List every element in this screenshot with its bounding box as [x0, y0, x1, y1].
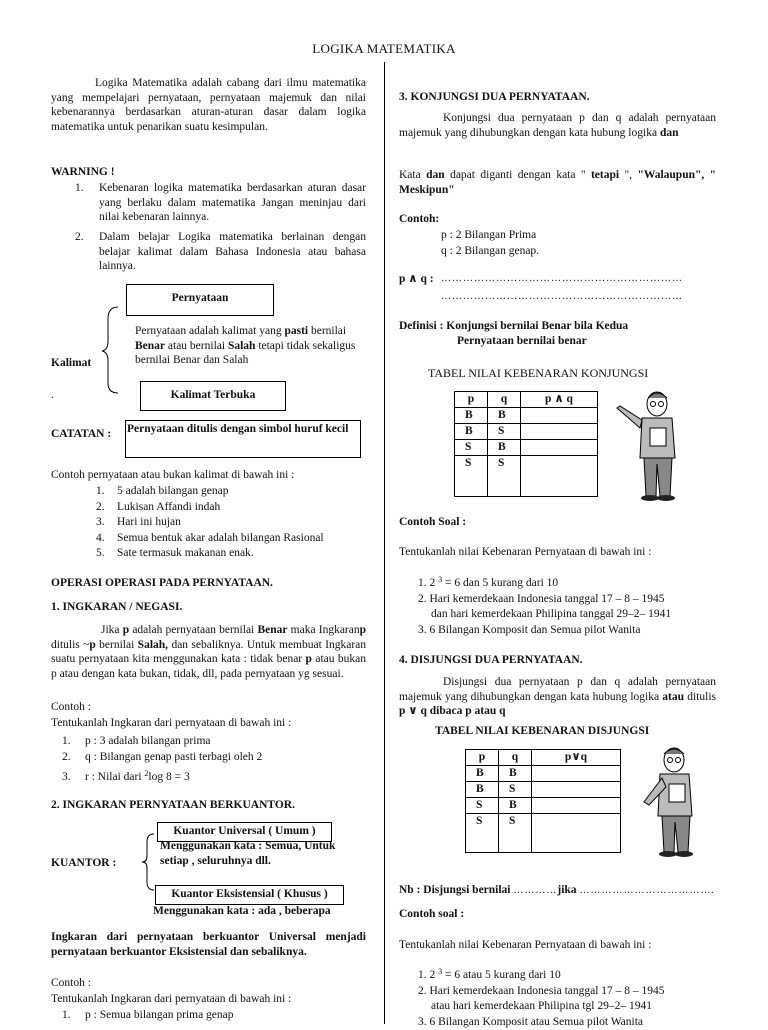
tentukan-nilai-2: Tentukanlah nilai Kebenaran Pernyataan di bawah ini :: [399, 939, 652, 951]
tabel-disjungsi-title: TABEL NILAI KEBENARAN DISJUNGSI: [435, 725, 650, 737]
kuantor-brace: [140, 832, 158, 892]
contoh-item: Semua bentuk akar adalah bilangan Rasional: [117, 531, 324, 544]
ingkaran-heading: 1. INGKARAN / NEGASI.: [51, 601, 183, 613]
page-title: LOGIKA MATEMATIKA: [312, 41, 456, 56]
ingkaran-item: p : 3 adalah bilangan prima: [85, 735, 211, 747]
kuantor-eksistensial-box: Kuantor Eksistensial ( Khusus ): [155, 885, 344, 905]
kuantor-heading: 2. INGKARAN PERNYATAAN BERKUANTOR.: [51, 799, 295, 811]
table-header: p: [455, 392, 488, 408]
tentukan-ingkaran-2: Tentukanlah Ingkaran dari pernyataan di bawah ini :: [51, 993, 292, 1005]
table-header: p ∧ q: [521, 392, 598, 408]
konjungsi-paragraph: Konjungsi dua pernyataan p dan q adalah pernyataan majemuk yang dihubungkan dengan kata hubung logika dan: [399, 112, 716, 139]
table-row: S B: [466, 798, 621, 814]
tabel-konjungsi: [454, 391, 598, 497]
operasi-heading: OPERASI OPERASI PADA PERNYATAAN.: [51, 577, 273, 589]
table-row: S S: [466, 814, 621, 853]
kuantor-universal-box: Kuantor Universal ( Umum ): [157, 822, 332, 842]
definisi-line-1: Definisi : Konjungsi bernilai Benar bila Kedua: [399, 320, 629, 332]
ingkaran-paragraph: Jika p adalah pernyataan bernilai Benar maka Ingkaranp ditulis ~p bernilai Salah, dan sebaliknya. Untuk membuat Ingkaran suatu pernyataan kita menggunakan kata : tidak benar p atau bukan p atau dengan kata bukan, tidak, dll, pada pernyataan yg sesuai.: [51, 624, 367, 680]
kuantor-list: 1. p : Semua bilangan prima genap: [62, 1009, 234, 1021]
ingkaran-list: 1. p : 3 adalah bilangan prima 2. q : Bilangan genap pasti terbagi oleh 2 3. r : Nilai dari $^2$log 8 = 3: [62, 735, 263, 783]
contoh-item: Hari ini hujan: [117, 516, 181, 528]
table-header: q: [499, 750, 532, 766]
ingkaran-item: r : Nilai dari: [85, 771, 142, 783]
table-row: S B: [455, 440, 598, 456]
table-row: B S: [466, 782, 621, 798]
ingkaran-kuantor-paragraph: Ingkaran dari pernyataan berkuantor Universal menjadi pernyataan berkuantor Eksistensial dan sebaliknya.: [51, 931, 366, 958]
kalimat-label: Kalimat: [51, 357, 92, 369]
warning-item-1: Kebenaran logika matematika berdasarkan aturan dasar yang berlaku dalam matematika Jangan meninjau dari nilai kebenaran lainnya.: [99, 182, 366, 223]
contoh-intro: Contoh pernyataan atau bukan kalimat di bawah ini :: [51, 469, 295, 481]
contoh-label-2: Contoh :: [51, 977, 91, 989]
kuantor-eksistensial-text: Menggunakan kata : ada , beberapa: [153, 905, 331, 917]
definisi-line-2: Pernyataan bernilai benar: [457, 335, 587, 347]
warning-number-2: 2.: [75, 231, 84, 243]
contoh-soal-label: Contoh Soal :: [399, 516, 467, 528]
kalimat-brace: [100, 305, 122, 395]
table-row: B S: [455, 424, 598, 440]
contoh-item: Lukisan Affandi indah: [117, 500, 221, 513]
pernyataan-definition: Pernyataan adalah kalimat yang pasti bernilai Benar atau bernilai Salah tetapi tidak sekaligus bernilai Benar dan Salah: [135, 325, 356, 366]
answer-dots-2: …………………………………………………………: [441, 291, 683, 302]
pq-label: p ∧ q :: [399, 273, 434, 285]
kuantor-item: p : Semua bilangan prima genap: [85, 1009, 234, 1021]
contoh-label: Contoh :: [51, 701, 91, 713]
stray-dot: .: [51, 389, 54, 401]
contoh-list: 1. 5 adalah bilangan genap 2. Lukisan Affandi indah 3. Hari ini hujan 4. Semua bentuk akar adalah bilangan Rasional 5. Sate termasuk makanan enak.: [96, 485, 324, 559]
kuantor-label: KUANTOR :: [51, 857, 117, 869]
teacher-illustration: [612, 388, 692, 503]
contoh-item: 5 adalah bilangan genap: [117, 485, 229, 497]
kalimat-terbuka-box: Kalimat Terbuka: [140, 381, 286, 411]
warning-item-2: Dalam belajar Logika matematika berlainan dengan belajar kalimat dalam Bahasa Indonesia atau bahasa lainnya.: [99, 231, 366, 272]
ingkaran-item: q : Bilangan genap pasti terbagi oleh 2: [85, 751, 263, 763]
nb-line: Nb : Disjungsi bernilai …………jika ……………………………….: [399, 884, 715, 896]
contoh-q: q : 2 Bilangan genap.: [441, 245, 540, 257]
teacher-illustration: [634, 742, 714, 860]
tentukan-ingkaran: Tentukanlah Ingkaran dari pernyataan di bawah ini :: [51, 717, 292, 729]
contoh-soal-label-2: Contoh soal :: [399, 908, 465, 920]
konjungsi-heading: 3. KONJUNGSI DUA PERNYATAAN.: [399, 91, 590, 103]
kata-paragraph: Kata dan dapat diganti dengan kata " tetapi ", "Walaupun", " Meskipun": [399, 169, 717, 196]
pernyataan-box: Pernyataan: [126, 284, 274, 316]
answer-dots-1: …………………………………………………………: [441, 273, 683, 284]
table-header: p∨q: [532, 750, 621, 766]
contoh-p: p : 2 Bilangan Prima: [441, 229, 537, 241]
tentukan-nilai: Tentukanlah nilai Kebenaran Pernyataan di bawah ini :: [399, 546, 652, 558]
table-row: S S: [455, 456, 598, 497]
disjungsi-paragraph: Disjungsi dua pernyataan p dan q adalah pernyataan majemuk yang dihubungkan dengan kata hubung logika atau ditulis p ∨ q dibaca p atau q: [399, 676, 717, 717]
soal-list-disjungsi: 1. 2 $^3$ = 6 atau 5 kurang dari 10 2. Hari kemerdekaan Indonesia tanggal 17 – 8 – 1945 atau hari kemerdekaan Philipina tgl 29–2– 1941 3. 6 Bilangan Komposit atau Semua pilot Wanita: [418, 967, 665, 1028]
table-header: q: [488, 392, 521, 408]
intro-paragraph: Logika Matematika adalah cabang dari ilmu matematika yang mempelajari pernyataan, pernyataan majemuk dan nilai kebenarannya berdasarkan aturan-aturan dasar dalam logika matematika untuk penarikan suatu kesimpulan.: [51, 77, 366, 133]
catatan-label: CATATAN :: [51, 428, 112, 440]
warning-label: WARNING !: [51, 166, 115, 178]
tabel-disjungsi: [465, 749, 621, 853]
kuantor-universal-text: Menggunakan kata : Semua, Untuk setiap , seluruhnya dll.: [160, 840, 336, 867]
table-header: p: [466, 750, 499, 766]
table-row: B B: [466, 766, 621, 782]
soal-list-konjungsi: 1. 2 $^3$ = 6 dan 5 kurang dari 10 2. Hari kemerdekaan Indonesia tanggal 17 – 8 – 1945 dan hari kemerdekaan Philipina tanggal 29–2– 1941 3. 6 Bilangan Komposit dan Semua pilot Wanita: [418, 575, 672, 636]
tabel-konjungsi-title: TABEL NILAI KEBENARAN KONJUNGSI: [428, 366, 649, 380]
contoh-label-right: Contoh:: [399, 213, 440, 225]
catatan-box: Pernyataan ditulis dengan simbol huruf kecil: [125, 420, 361, 458]
warning-number-1: 1.: [75, 182, 84, 194]
table-row: B B: [455, 408, 598, 424]
column-divider: [384, 62, 385, 1024]
disjungsi-heading: 4. DISJUNGSI DUA PERNYATAAN.: [399, 654, 583, 666]
contoh-item: Sate termasuk makanan enak.: [117, 547, 254, 559]
